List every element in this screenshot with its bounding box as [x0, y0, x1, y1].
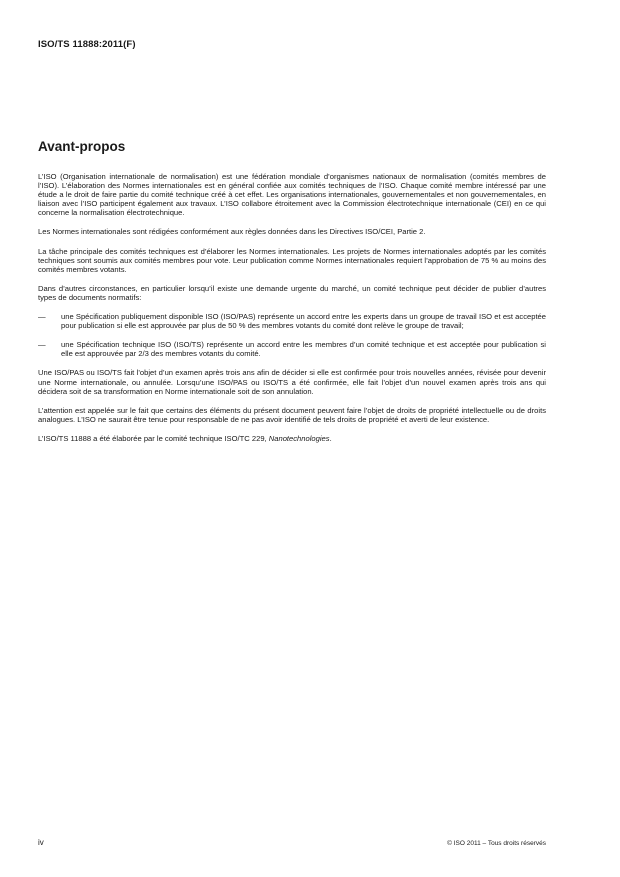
paragraph-directives: Les Normes internationales sont rédigées conformément aux règles données dans les Directives ISO/CEI, Partie 2.	[38, 227, 426, 237]
list-item-text: une Spécification publiquement disponible ISO (ISO/PAS) représente un accord entre les experts dans un groupe de travail ISO et est acceptée pour publication si elle est approuvée par plus de 50 % des membres votants du comité dont relève le groupe de travail;	[61, 312, 546, 331]
paragraph-review: Une ISO/PAS ou ISO/TS fait l’objet d’un examen après trois ans afin de décider si elle est confirmée pour trois nouvelles années, révisée pour devenir une Norme internationale, ou annulée. Lorsqu’une ISO/PAS ou ISO/TS a été confirmée, elle fait l’objet d’un nouvel examen après trois ans qui décidera soit de sa transformation en Norme internationale soit de son annulation.	[38, 368, 546, 396]
section-title: Avant-propos	[38, 139, 126, 154]
document-id: ISO/TS 11888:2011(F)	[38, 39, 136, 50]
list-item-text: une Spécification technique ISO (ISO/TS) représente un accord entre les membres d’un comité technique et est acceptée pour publication si elle est approuvée par 2/3 des membres votants du comité.	[61, 340, 546, 359]
paragraph-committee	[38, 434, 546, 443]
paragraph-patent-rights: L’attention est appelée sur le fait que certains des éléments du présent document peuvent faire l’objet de droits de propriété intellectuelle ou de droits analogues. L’ISO ne saurait être tenue pour responsable de ne pas avoir identifié de tels droits de propriété et averti de leur existence.	[38, 405, 546, 424]
list-item	[38, 312, 546, 330]
dash-bullet: —	[38, 340, 46, 350]
foreword-body	[38, 172, 546, 453]
paragraph-technical-committees: La tâche principale des comités techniques est d’élaborer les Normes internationales. Les projets de Normes internationales adoptés par les comités techniques sont soumis aux comités membres pour vote. Leur publication comme Normes internationales requiert l’approbation de 75 % au moins des comités membres votants.	[38, 246, 546, 274]
committee-text: L’ISO/TS 11888 a été élaborée par le comité technique ISO/TC 229,	[38, 433, 269, 443]
copyright-notice: © ISO 2011 – Tous droits réservés	[447, 840, 546, 847]
paragraph-other-documents: Dans d’autres circonstances, en particulier lorsqu’il existe une demande urgente du marché, un comité technique peut décider de publier d’autres types de documents normatifs:	[38, 283, 546, 302]
page-number: iv	[38, 838, 44, 847]
list-item	[38, 340, 546, 358]
paragraph-iso-intro: L’ISO (Organisation internationale de normalisation) est une fédération mondiale d’organismes nationaux de normalisation (comités membres de l’ISO). L’élaboration des Normes internationales est en général confiée aux comités techniques de l’ISO. Chaque comité membre intéressé par une étude a le droit de faire partie du comité technique créé à cet effet. Les organisations internationales, gouvernementales et non gouvernementales, en liaison avec l’ISO participent également aux travaux. L’ISO collabore étroitement avec la Commission électrotechnique internationale (CEI) en ce qui concerne la normalisation électrotechnique.	[38, 172, 546, 218]
document-types-list	[38, 312, 546, 358]
dash-bullet: —	[38, 312, 46, 322]
committee-text-end: .	[329, 433, 332, 443]
committee-name: Nanotechnologies	[268, 433, 330, 443]
